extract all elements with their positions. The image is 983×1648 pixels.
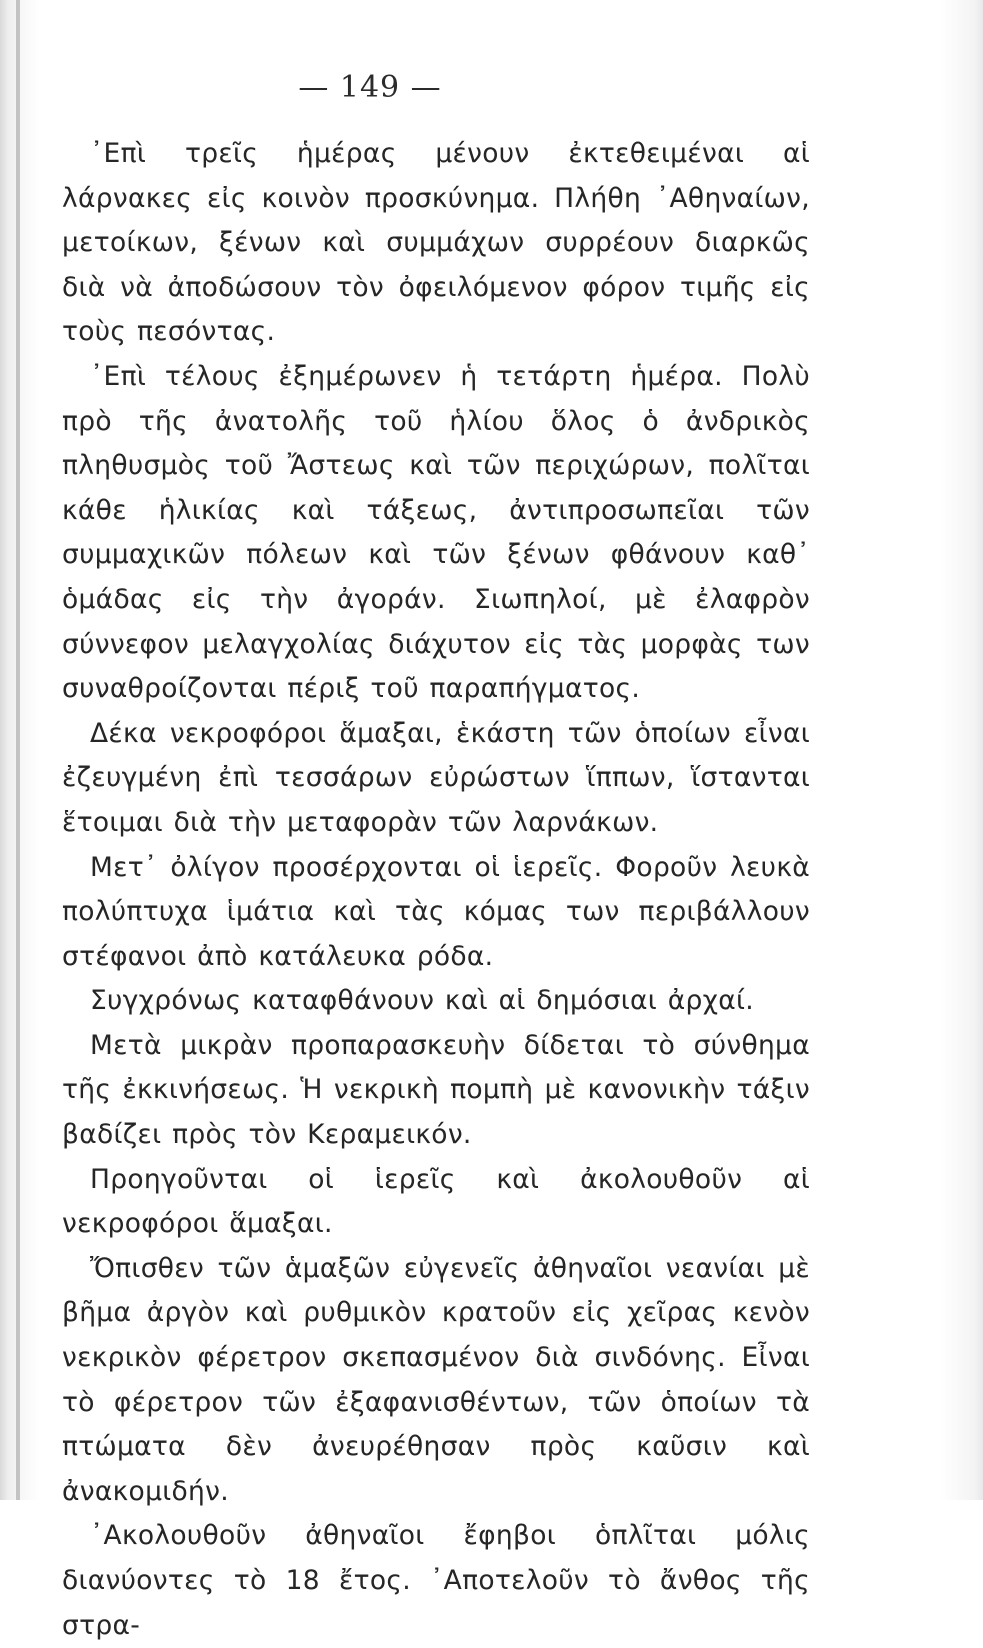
page-number: — 149 —	[298, 70, 442, 105]
paragraph-2: ᾿Επὶ τέλους ἐξημέρωνεν ἡ τετάρτη ἡμέρα. Πολὺ πρὸ τῆς ἀνατολῆς τοῦ ἡλίου ὅλος ὁ ἀνδρικὸς πληθυσμὸς τοῦ Ἄστεως καὶ τῶν περιχώρων, πολῖται κάθε ἡλικίας καὶ τάξεως, ἀντιπροσωπεῖαι τῶν συμμαχικῶν πόλεων καὶ τῶν ξένων φθάνουν καθ᾿ ὁμάδας εἰς τὴν ἀγοράν. Σιωπηλοί, μὲ ἐλαφρὸν σύννεφον μελαγχολίας διάχυτον εἰς τὰς μορφὰς των συναθροίζονται πέριξ τοῦ παραπήγματος.	[62, 360, 810, 705]
paragraph-3: Δέκα νεκροφόροι ἅμαξαι, ἑκάστη τῶν ὁποίων εἶναι ἐζευγμένη ἐπὶ τεσσάρων εὐρώστων ἵππων, ἵστανται ἕτοιμαι διὰ τὴν μεταφορὰν τῶν λαρνάκων.	[62, 717, 810, 838]
body-text	[62, 132, 810, 1648]
paragraph-4: Μετ᾿ ὀλίγον προσέρχονται οἱ ἱερεῖς. Φοροῦν λευκὰ πολύπτυχα ἱμάτια καὶ τὰς κόμας των περιβάλλουν στέφανοι ἀπὸ κατάλευκα ρόδα.	[62, 851, 810, 972]
paragraph-6: Μετὰ μικρὰν προπαρασκευὴν δίδεται τὸ σύνθημα τῆς ἐκκινήσεως. Ἡ νεκρικὴ πομπὴ μὲ κανονικὴν τάξιν βαδίζει πρὸς τὸν Κεραμεικόν.	[62, 1029, 810, 1151]
binding-edge	[16, 0, 20, 1500]
paragraph-9: ᾿Ακολουθοῦν ἀθηναῖοι ἔφηβοι ὁπλῖται μόλις διανύοντες τὸ 18 ἔτος. ᾿Αποτελοῦν τὸ ἄνθος τῆς στρα-	[62, 1520, 810, 1641]
paragraph-1: ᾿Επὶ τρεῖς ἡμέρας μένουν ἐκτεθειμέναι αἱ λάρνακες εἰς κοινὸν προσκύνημα. Πλήθη ᾿Αθηναίων, μετοίκων, ξένων καὶ συμμάχων συρρέουν διαρκῶς διὰ νὰ ἀποδώσουν τὸν ὀφειλόμενον φόρον τιμῆς εἰς τοὺς πεσόντας.	[62, 138, 810, 348]
paragraph-8: Ὄπισθεν τῶν ἁμαξῶν εὐγενεῖς ἀθηναῖοι νεανίαι μὲ βῆμα ἀργὸν καὶ ρυθμικὸν κρατοῦν εἰς χεῖρας κενὸν νεκρικὸν φέρετρον σκεπασμένον διὰ σινδόνης. Εἶναι τὸ φέρετρον τῶν ἐξαφανισθέντων, τῶν ὁποίων τὰ πτώματα δὲν ἀνευρέθησαν πρὸς καῦσιν καὶ ἀνακομιδήν.	[62, 1252, 810, 1507]
paragraph-5: Συγχρόνως καταφθάνουν καὶ αἱ δημόσιαι ἀρχαί.	[90, 985, 755, 1017]
paragraph-7: Προηγοῦνται οἱ ἱερεῖς καὶ ἀκολουθοῦν αἱ νεκροφόροι ἅμαξαι.	[62, 1163, 810, 1240]
